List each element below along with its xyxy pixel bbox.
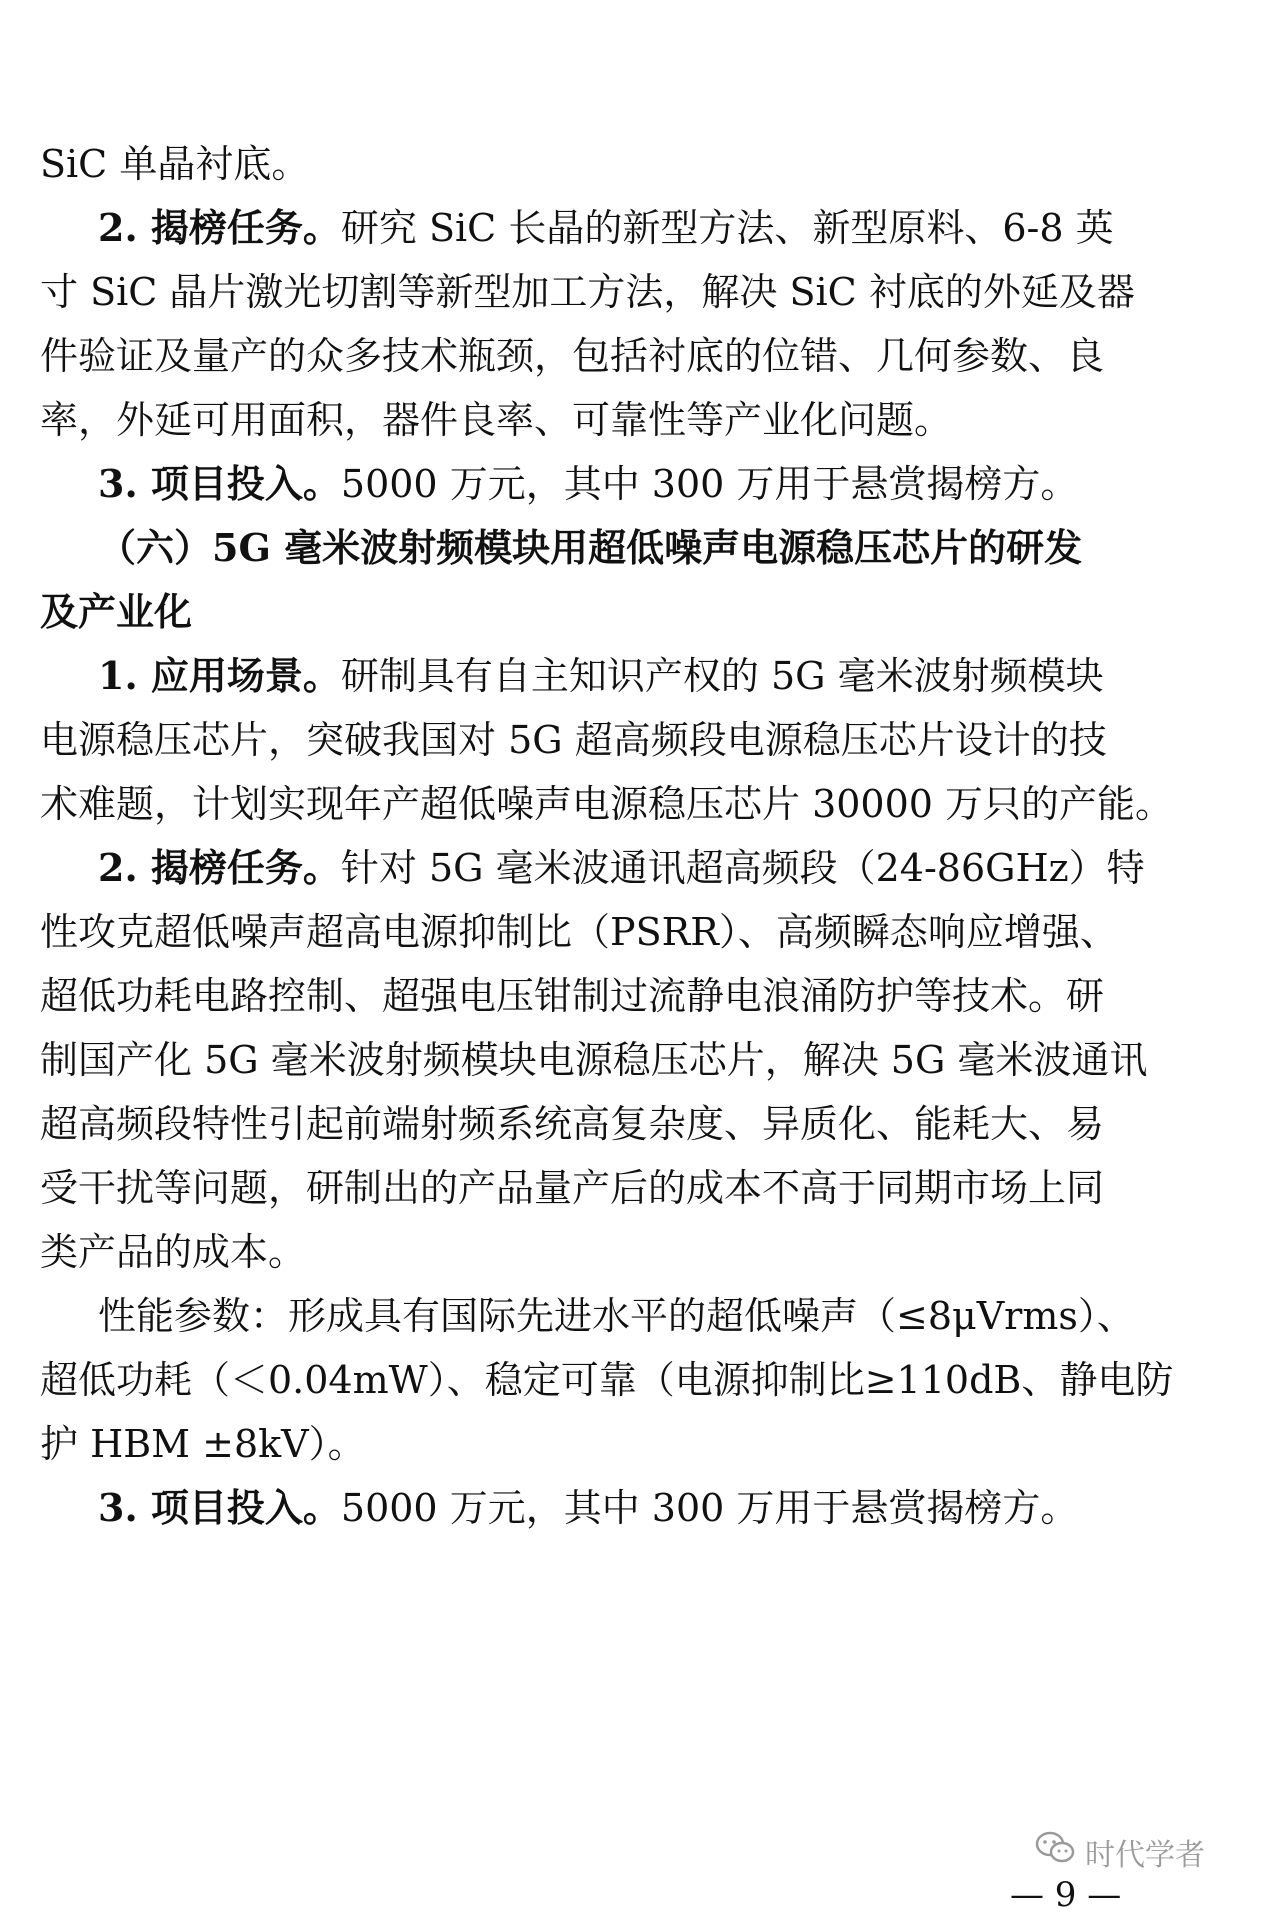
text-line: 3. 项目投入。5000 万元，其中 300 万用于悬赏揭榜方。 [98, 461, 1079, 506]
section-heading: 及产业化 [40, 589, 193, 634]
text-line: 件验证及量产的众多技术瓶颈，包括衬底的位错、几何参数、良 [40, 334, 1105, 378]
wechat-icon [1035, 1831, 1075, 1873]
text-line: 超低功耗电路控制、超强电压钳制过流静电浪涌防护等技术。研 [40, 974, 1105, 1018]
section-heading: （六）5G 毫米波射频模块用超低噪声电源稳压芯片的研发 [98, 525, 1083, 570]
text-line: 超高频段特性引起前端射频系统高复杂度、异质化、能耗大、易 [40, 1102, 1105, 1146]
text-line: 性攻克超低噪声超高电源抑制比（PSRR）、高频瞬态响应增强、 [40, 910, 1118, 954]
text-line: 2. 揭榜任务。针对 5G 毫米波通讯超高频段（24-86GHz）特 [98, 845, 1145, 890]
text-line: 超低功耗（＜0.04mW）、稳定可靠（电源抑制比≥110dB、静电防 [40, 1358, 1174, 1402]
text-line: 制国产化 5G 毫米波射频模块电源稳压芯片，解决 5G 毫米波通讯 [40, 1038, 1148, 1082]
text-line: 率，外延可用面积，器件良率、可靠性等产业化问题。 [40, 398, 953, 442]
text-line: 术难题，计划实现年产超低噪声电源稳压芯片 30000 万只的产能。 [40, 782, 1174, 826]
text-line: 2. 揭榜任务。研究 SiC 长晶的新型方法、新型原料、6-8 英 [98, 205, 1114, 250]
text-line: 护 HBM ±8kV）。 [40, 1422, 366, 1466]
text-line: 1. 应用场景。研制具有自主知识产权的 5G 毫米波射频模块 [98, 653, 1104, 698]
watermark [1035, 1830, 1205, 1874]
text-line: 性能参数：形成具有国际先进水平的超低噪声（≤8μVrms）、 [98, 1294, 1135, 1338]
text-line: SiC 单晶衬底。 [40, 142, 310, 186]
page-number: — 9 — [1010, 1875, 1122, 1915]
text-line: 寸 SiC 晶片激光切割等新型加工方法，解决 SiC 衬底的外延及器 [40, 270, 1135, 314]
text-line: 3. 项目投入。5000 万元，其中 300 万用于悬赏揭榜方。 [98, 1485, 1079, 1530]
text-line: 受干扰等问题，研制出的产品量产后的成本不高于同期市场上同 [40, 1166, 1105, 1210]
text-line: 电源稳压芯片，突破我国对 5G 超高频段电源稳压芯片设计的技 [40, 718, 1107, 762]
text-line: 类产品的成本。 [40, 1230, 307, 1274]
watermark-text: 时代学者 [1085, 1838, 1205, 1873]
